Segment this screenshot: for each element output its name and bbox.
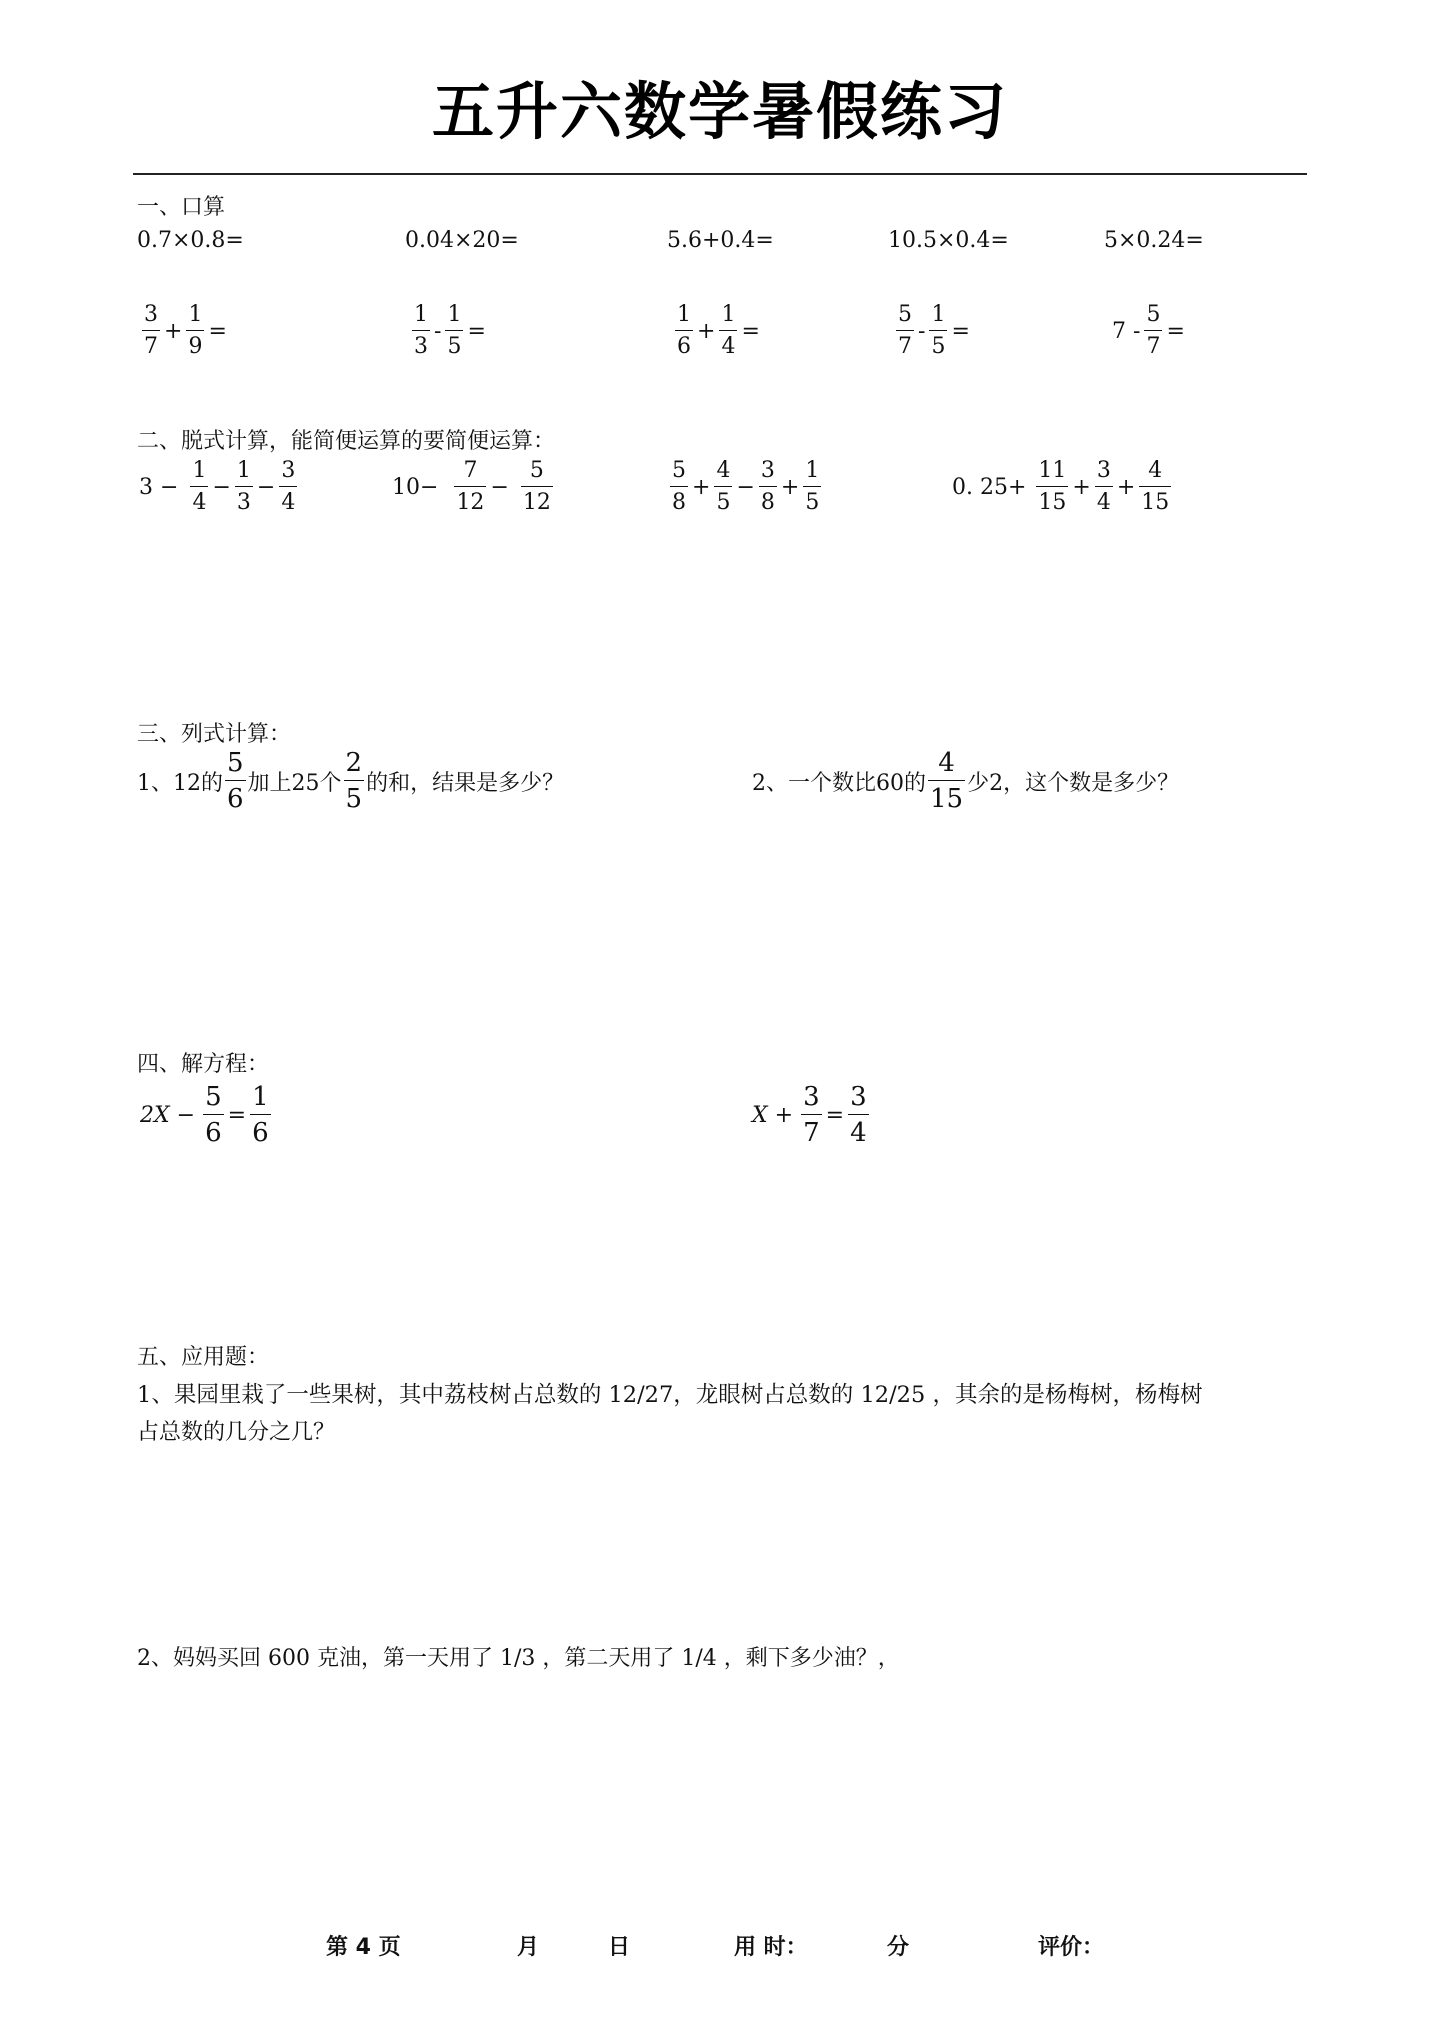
section-3-heading: 三、列式计算： <box>137 722 292 747</box>
title-divider <box>133 173 1307 175</box>
minute-label: 分 <box>887 1935 910 1960</box>
oral-calc-1: 0.7×0.8= <box>137 228 244 253</box>
date-day-label: 日 <box>608 1935 631 1960</box>
application-q2: 2、妈妈买回 600 克油，第一天用了 1/3 ，第二天用了 1/4 ，剩下多少油？， <box>137 1646 900 1671</box>
fraction-calc-4: $\frac{5}{7}$ - $\frac{1}{5}$ = <box>898 302 970 359</box>
application-q1-line1: 1、果园里栽了一些果树，其中荔枝树占总数的 12/27，龙眼树占总数的 12/25 ，其余的是杨梅树，杨梅树 <box>137 1382 1203 1408</box>
section-5-heading: 五、应用题： <box>137 1345 270 1370</box>
stepwise-calc-3: $\frac{5}{8}$ + $\frac{4}{5}$ − $\frac{3}{8}$ + $\frac{1}{5}$ <box>672 458 820 515</box>
equation-1: 2X − $\frac{5}{6}$ = $\frac{1}{6}$ <box>140 1082 269 1148</box>
rating-label: 评价： <box>1038 1935 1105 1960</box>
section-4-heading: 四、解方程： <box>137 1052 270 1077</box>
application-q1-line2: 占总数的几分之几？ <box>137 1420 336 1445</box>
fraction-calc-5: 7 - $\frac{5}{7}$ = <box>1112 302 1185 359</box>
section-2-heading: 二、脱式计算，能简便运算的要简便运算： <box>137 429 556 454</box>
equation-2: X + $\frac{3}{7}$ = $\frac{3}{4}$ <box>752 1082 867 1148</box>
fraction-calc-2: $\frac{1}{3}$ - $\frac{1}{5}$ = <box>414 302 486 359</box>
section-1-heading: 一、口算 <box>137 195 226 220</box>
oral-calc-3: 5.6+0.4= <box>667 228 774 253</box>
stepwise-calc-2: 10− $\frac{7}{12}$ − $\frac{5}{12}$ <box>392 458 551 515</box>
page-number: 第 4 页 <box>326 1935 401 1960</box>
word-calc-1: 1、12的 $\frac{5}{6}$ 加上25个 $\frac{2}{5}$ 的和，结果是多少？ <box>137 748 565 814</box>
page-title: 五升六数学暑假练习 <box>431 75 1008 148</box>
oral-calc-5: 5×0.24= <box>1104 228 1204 253</box>
stepwise-calc-4: 0. 25+ $\frac{11}{15}$ + $\frac{3}{4}$ + $\frac{4}{15}$ <box>952 458 1170 515</box>
oral-calc-2: 0.04×20= <box>405 228 519 253</box>
time-used-label: 用 时： <box>734 1935 808 1960</box>
stepwise-calc-1: 3 − $\frac{1}{4}$ − $\frac{1}{3}$ − $\frac{3}{4}$ <box>139 458 296 515</box>
word-calc-2: 2、一个数比60的 $\frac{4}{15}$ 少2，这个数是多少？ <box>752 748 1180 814</box>
date-month-label: 月 <box>517 1935 540 1960</box>
oral-calc-4: 10.5×0.4= <box>888 228 1009 253</box>
fraction-calc-3: $\frac{1}{6}$ + $\frac{1}{4}$ = <box>677 302 760 359</box>
fraction-calc-1: $\frac{3}{7}$ + $\frac{1}{9}$ = <box>144 302 227 359</box>
